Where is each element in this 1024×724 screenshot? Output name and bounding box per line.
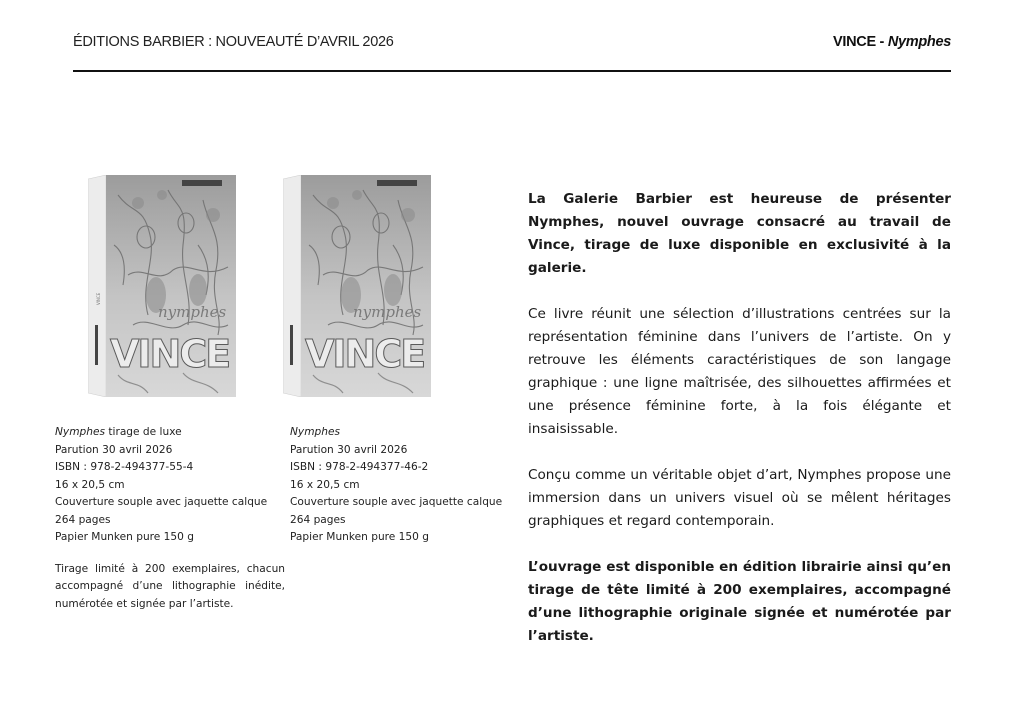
page-header <box>73 34 951 72</box>
cover-subtitle: nymphes <box>158 303 227 321</box>
spine-text: VINCE <box>96 292 101 305</box>
cover-subtitle: nymphes <box>353 303 422 321</box>
intro-paragraph: La Galerie Barbier est heureuse de présenter Nymphes, nouvel ouvrage consacré au travail de Vince, tirage de luxe disponible en exclusivité à la galerie. <box>528 191 951 276</box>
book-limit-note: Tirage limité à 200 exemplaires, chacun accompagné d’une lithographie inédite, numérotée et signée par l’artiste. <box>55 562 285 610</box>
book-parution: Parution 30 avril 2026 <box>290 443 408 456</box>
book-cover-luxe <box>88 175 238 397</box>
book-cover-image <box>283 175 433 397</box>
book-isbn: ISBN : 978-2-494377-46-2 <box>290 461 429 473</box>
book-title-line <box>55 424 285 442</box>
header-separator: - <box>875 34 888 50</box>
header-artist-book <box>833 34 951 50</box>
book-isbn: ISBN : 978-2-494377-55-4 <box>55 461 194 473</box>
cover-logo: VINCE <box>110 332 230 376</box>
object-paragraph: Conçu comme un véritable objet d’art, Nymphes propose une immersion dans un univers visuel où se mêlent héritages graphiques et regard contemporain. <box>528 467 951 529</box>
book-details-librairie <box>290 424 520 547</box>
book-pages: 264 pages <box>55 513 111 526</box>
book-title-line <box>290 424 520 442</box>
header-artist: VINCE <box>833 34 876 50</box>
book-binding: Couverture souple avec jaquette calque <box>55 496 268 508</box>
book-format: 16 x 20,5 cm <box>55 478 125 491</box>
cover-logo: VINCE <box>305 332 425 376</box>
book-paper: Papier Munken pure 150 g <box>55 531 194 543</box>
book-binding: Couverture souple avec jaquette calque <box>290 496 503 508</box>
book-paper: Papier Munken pure 150 g <box>290 531 429 543</box>
description-column <box>528 188 951 671</box>
book-title: Nymphes <box>55 426 105 438</box>
book-cover-librairie <box>283 175 433 397</box>
header-book-title: Nymphes <box>887 34 951 50</box>
book-details-luxe <box>55 424 285 613</box>
book-format: 16 x 20,5 cm <box>290 478 360 491</box>
availability-paragraph: L’ouvrage est disponible en édition librairie ainsi qu’en tirage de tête limité à 200 exemplaires, accompagné d’une lithographie originale signée et numérotée par l’artiste. <box>528 559 951 644</box>
book-parution: Parution 30 avril 2026 <box>55 443 173 456</box>
description-paragraph: Ce livre réunit une sélection d’illustrations centrées sur la représentation féminine dans l’univers de l’artiste. On y retrouve les éléments caractéristiques de son langage graphique : une ligne maîtrisée, des silhouettes affirmées et une présence féminine forte, à la fois élégante et insaisissable. <box>528 306 951 437</box>
header-title: ÉDITIONS BARBIER : NOUVEAUTÉ D’AVRIL 2026 <box>73 34 394 50</box>
book-title-suffix: tirage de luxe <box>105 426 182 438</box>
book-title: Nymphes <box>290 426 340 438</box>
book-cover-image <box>88 175 238 397</box>
book-pages: 264 pages <box>290 513 346 526</box>
